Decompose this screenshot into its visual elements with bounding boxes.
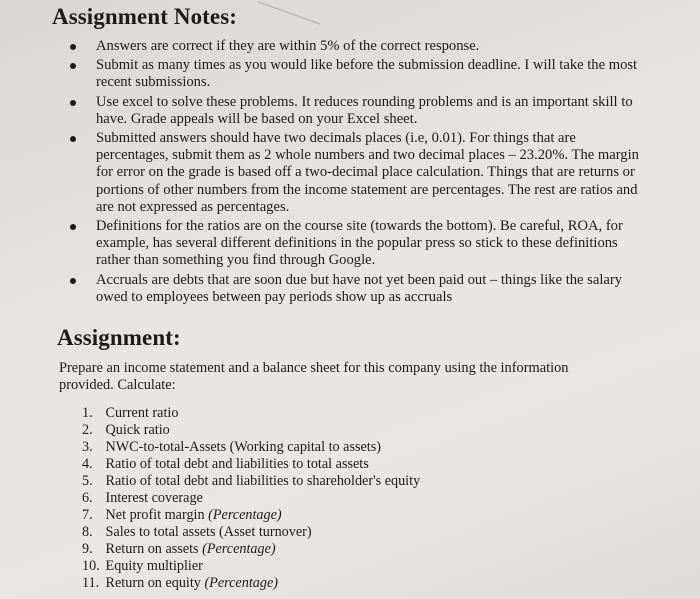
item-number: 1.	[82, 405, 93, 421]
item-number: 11.	[82, 575, 100, 591]
note-item	[56, 218, 646, 270]
ratio-item	[82, 507, 420, 524]
ratio-item	[82, 490, 420, 507]
ratio-item	[82, 524, 420, 541]
item-number: 5.	[82, 473, 93, 489]
ratio-list	[82, 405, 420, 592]
ratio-item	[82, 575, 420, 592]
bullet-icon	[70, 278, 76, 284]
note-text: Submit as many times as you would like before the submission deadline. I will take the most recent submissions.	[96, 57, 638, 91]
item-number: 8.	[82, 524, 93, 540]
ratio-item	[82, 541, 420, 558]
stray-pen-line	[258, 0, 328, 26]
item-text: Current ratio	[105, 405, 179, 421]
item-text: Quick ratio	[105, 422, 170, 438]
note-item	[56, 38, 646, 55]
notes-bullet-list	[56, 38, 646, 308]
item-note: (Percentage)	[208, 507, 282, 523]
item-number: 6.	[82, 490, 93, 506]
ratio-item	[82, 405, 420, 422]
note-item	[56, 94, 646, 128]
bullet-icon	[70, 100, 76, 106]
note-text: Submitted answers should have two decimals places (i.e, 0.01). For things that are percentages, submit them as 2 whole numbers and two decimal places – 23.20%. The margin for error on the grade is based off a two-decimal place calculation. Things that are returns or portions of other numbers from the income statement are percentages. The rest are ratios and are not expressed as percentages.	[96, 130, 639, 215]
item-note: (Percentage)	[202, 541, 276, 557]
item-text: Interest coverage	[105, 490, 203, 506]
item-number: 7.	[82, 507, 93, 523]
ratio-item	[82, 439, 420, 456]
bullet-icon	[70, 44, 76, 50]
note-item	[56, 272, 646, 306]
note-item	[56, 130, 646, 216]
item-text: Ratio of total debt and liabilities to total assets	[105, 456, 369, 472]
item-text: Sales to total assets (Asset turnover)	[105, 524, 312, 540]
ratio-item	[82, 422, 420, 439]
item-text: Return on equity	[105, 575, 205, 591]
item-number: 4.	[82, 456, 93, 472]
ratio-item	[82, 456, 420, 473]
item-note: (Percentage)	[204, 575, 278, 591]
notes-heading: Assignment Notes:	[52, 4, 238, 29]
ratio-item	[82, 473, 420, 490]
assignment-heading: Assignment:	[57, 325, 181, 350]
item-text: Equity multiplier	[105, 558, 203, 574]
bullet-icon	[70, 136, 76, 142]
item-text: Ratio of total debt and liabilities to shareholder's equity	[105, 473, 421, 489]
item-number: 2.	[82, 422, 93, 438]
note-text: Accruals are debts that are soon due but have not yet been paid out – things like the salary owed to employees between pay periods show up as accruals	[96, 271, 623, 305]
item-text: NWC-to-total-Assets (Working capital to assets)	[105, 439, 381, 455]
assignment-intro: Prepare an income statement and a balance sheet for this company using the information provided. Calculate:	[59, 360, 569, 393]
item-text: Return on assets	[105, 541, 203, 557]
note-text: Answers are correct if they are within 5% of the correct response.	[96, 38, 480, 54]
note-text: Use excel to solve these problems. It reduces rounding problems and is an important skill to have. Grade appeals will be based on your Excel sheet.	[96, 93, 633, 127]
note-item	[56, 57, 646, 91]
note-text: Definitions for the ratios are on the course site (towards the bottom). Be careful, ROA, for example, has several different definitions in the popular press so stick to these definitions rather than something you find through Google.	[96, 218, 623, 269]
item-number: 9.	[82, 541, 93, 557]
ratio-item	[82, 558, 420, 575]
item-number: 3.	[82, 439, 93, 455]
item-number: 10.	[82, 558, 100, 574]
bullet-icon	[70, 63, 76, 69]
bullet-icon	[70, 224, 76, 230]
item-text: Net profit margin	[105, 507, 209, 523]
